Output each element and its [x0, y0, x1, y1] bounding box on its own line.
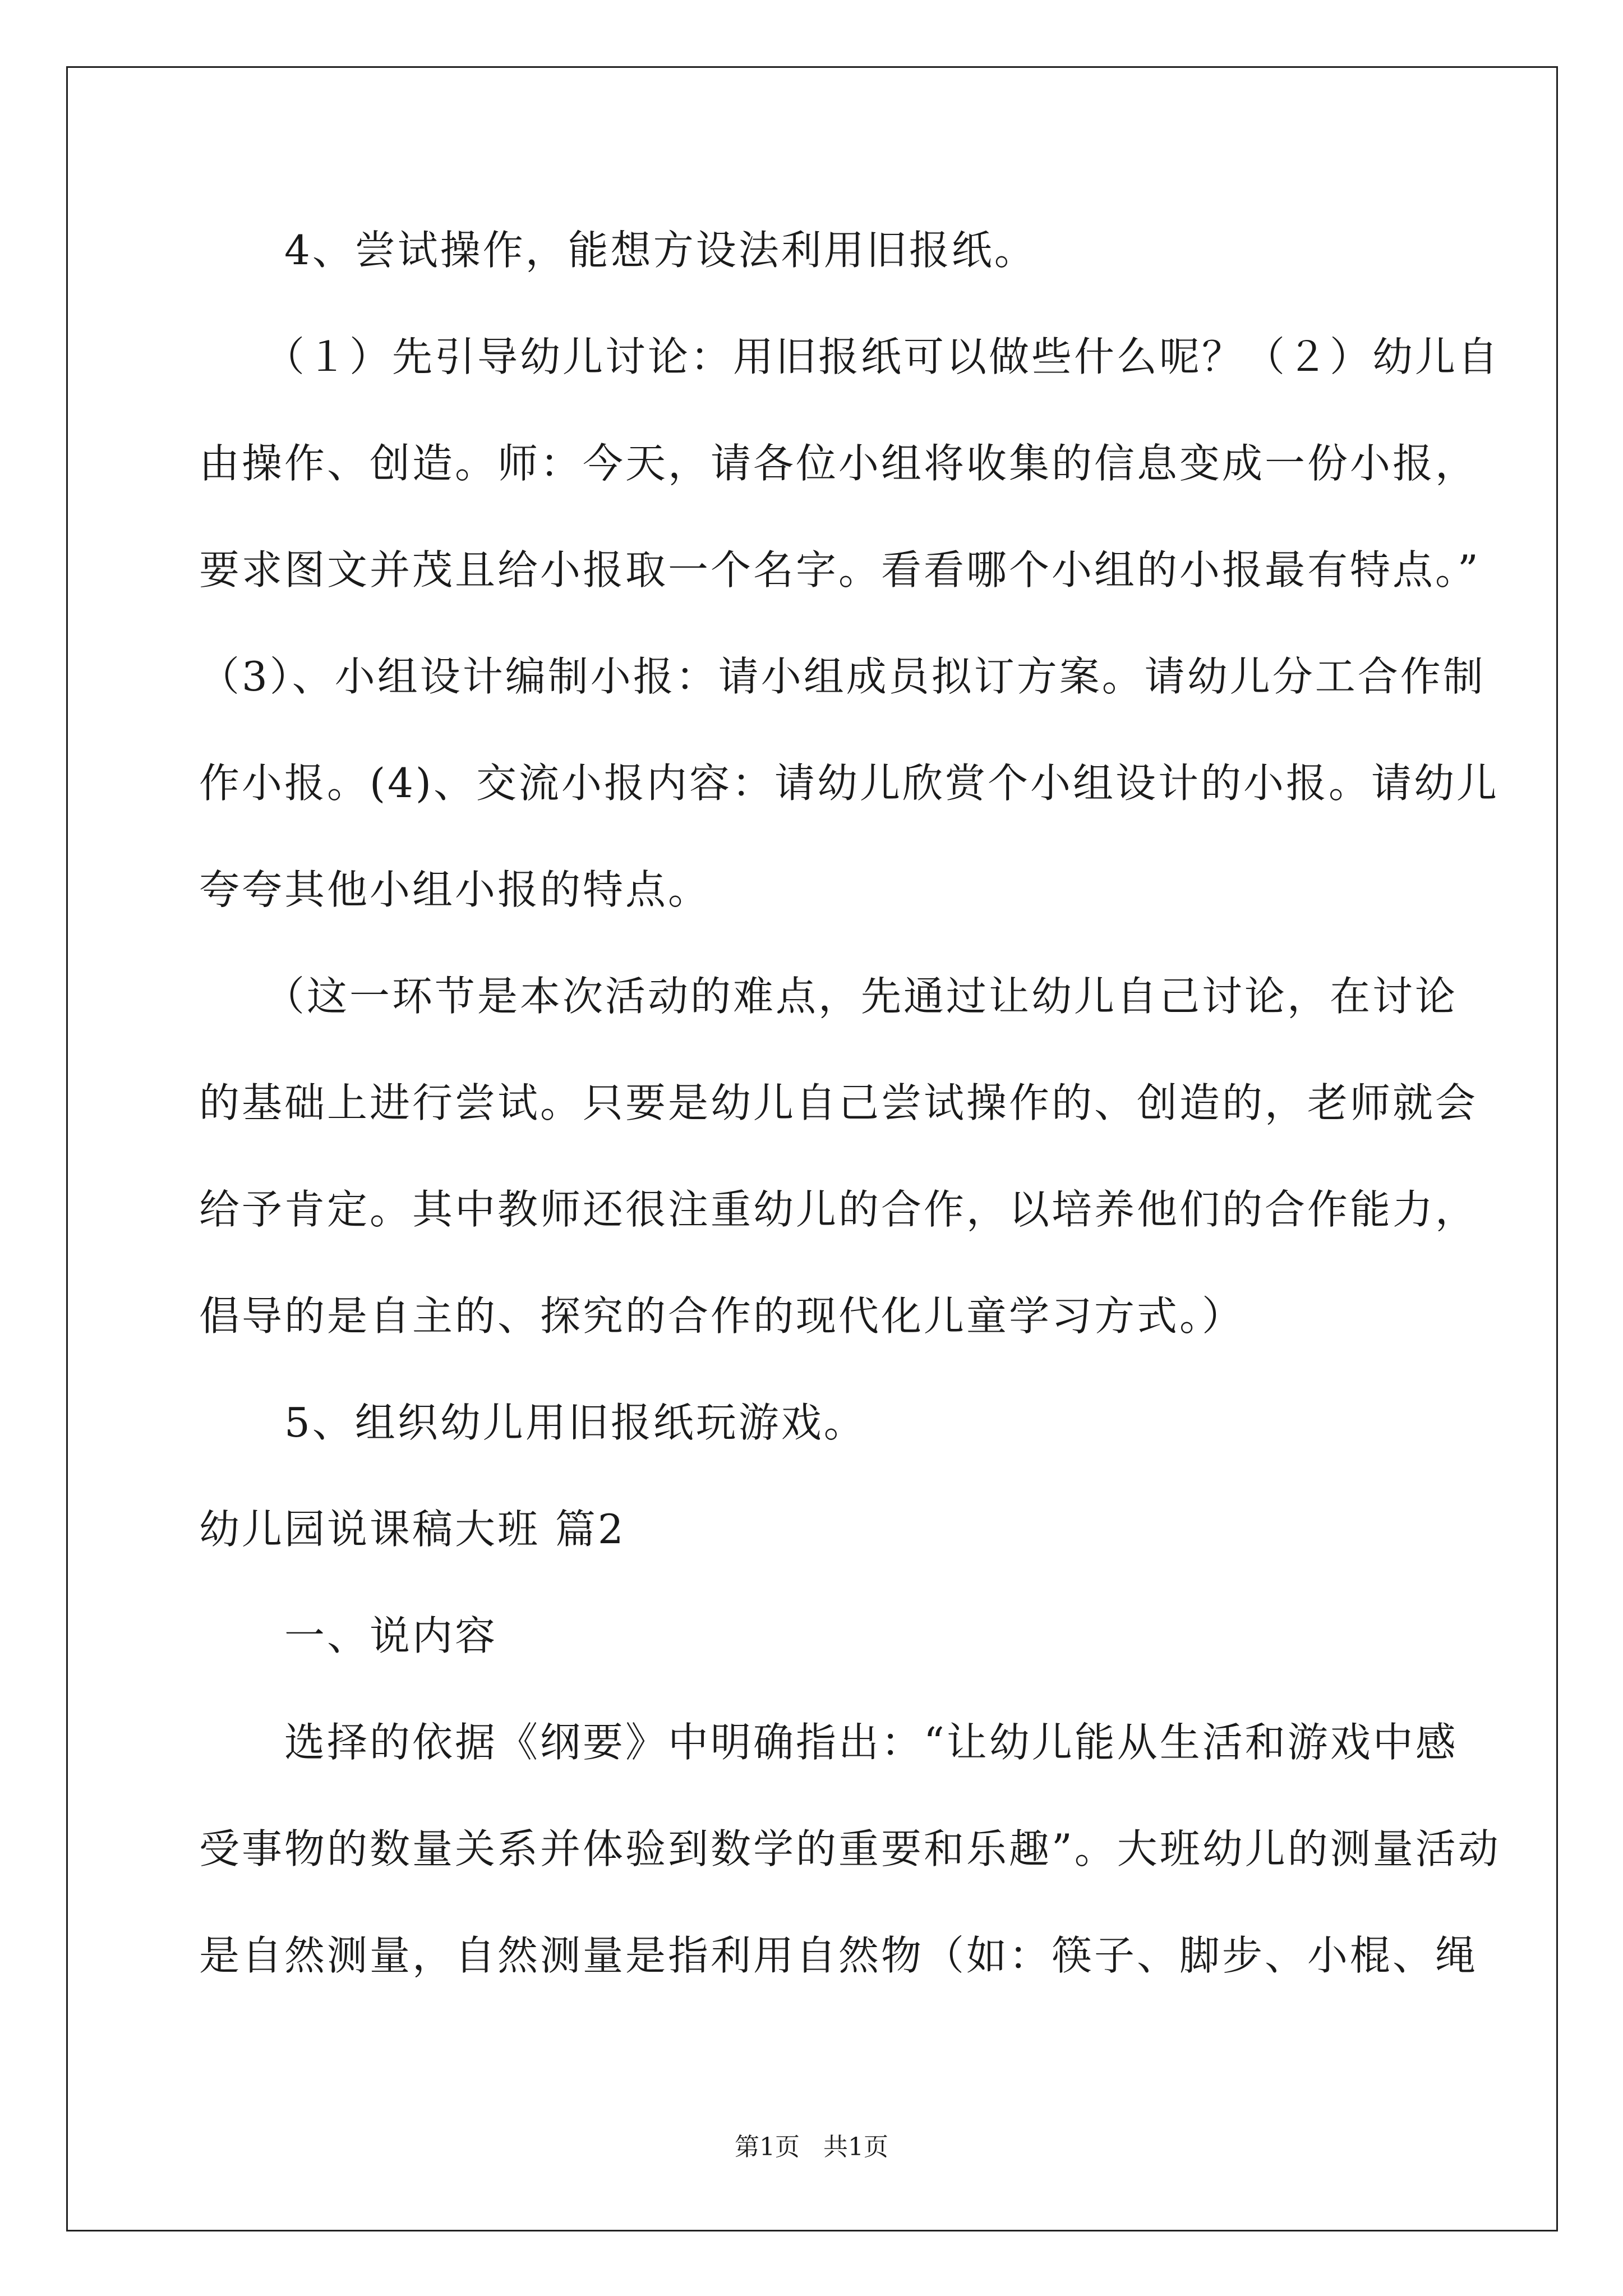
text-line: 给予肯定。其中教师还很注重幼儿的合作，以培养他们的合作能力， [199, 1186, 1478, 1233]
text-line: 夸夸其他小组小报的特点。 [199, 866, 711, 913]
page-total: 共1页 [823, 2133, 888, 2161]
text-line: 作小报。(4)、交流小报内容：请幼儿欣赏个小组设计的小报。请幼儿 [199, 760, 1499, 807]
text-line: 倡导的是自主的、探究的合作的现代化儿童学习方式。） [199, 1292, 1245, 1340]
page-border [66, 66, 1558, 2231]
text-line: 选择的依据《纲要》中明确指出：“让幼儿能从生活和游戏中感 [199, 1719, 1458, 1766]
text-line: （3）、小组设计编制小报：请小组成员拟订方案。请幼儿分工合作制 [199, 653, 1486, 700]
text-line: 5、组织幼儿用旧报纸玩游戏。 [199, 1399, 866, 1446]
text-line: （１）先引导幼儿讨论：用旧报纸可以做些什么呢？（２）幼儿自 [199, 333, 1501, 380]
page-number: 第1页 [735, 2133, 800, 2161]
text-line: 受事物的数量关系并体验到数学的重要和乐趣”。大班幼儿的测量活动 [199, 1825, 1501, 1872]
text-line: 由操作、创造。师：今天，请各位小组将收集的信息变成一份小报， [199, 440, 1478, 487]
text-line: 是自然测量，自然测量是指利用自然物（如：筷子、脚步、小棍、绳 [199, 1932, 1478, 1979]
section-heading: 幼儿园说课稿大班 篇2 [199, 1506, 626, 1553]
text-line: 4、尝试操作，能想方设法利用旧报纸。 [199, 227, 1037, 274]
text-line: （这一环节是本次活动的难点，先通过让幼儿自己讨论，在讨论 [199, 973, 1458, 1020]
text-line: 一、说内容 [199, 1612, 498, 1659]
text-line: 要求图文并茂且给小报取一个名字。看看哪个小组的小报最有特点。” [199, 546, 1481, 593]
page-footer [0, 2132, 1623, 2163]
text-line: 的基础上进行尝试。只要是幼儿自己尝试操作的、创造的，老师就会 [199, 1079, 1478, 1126]
